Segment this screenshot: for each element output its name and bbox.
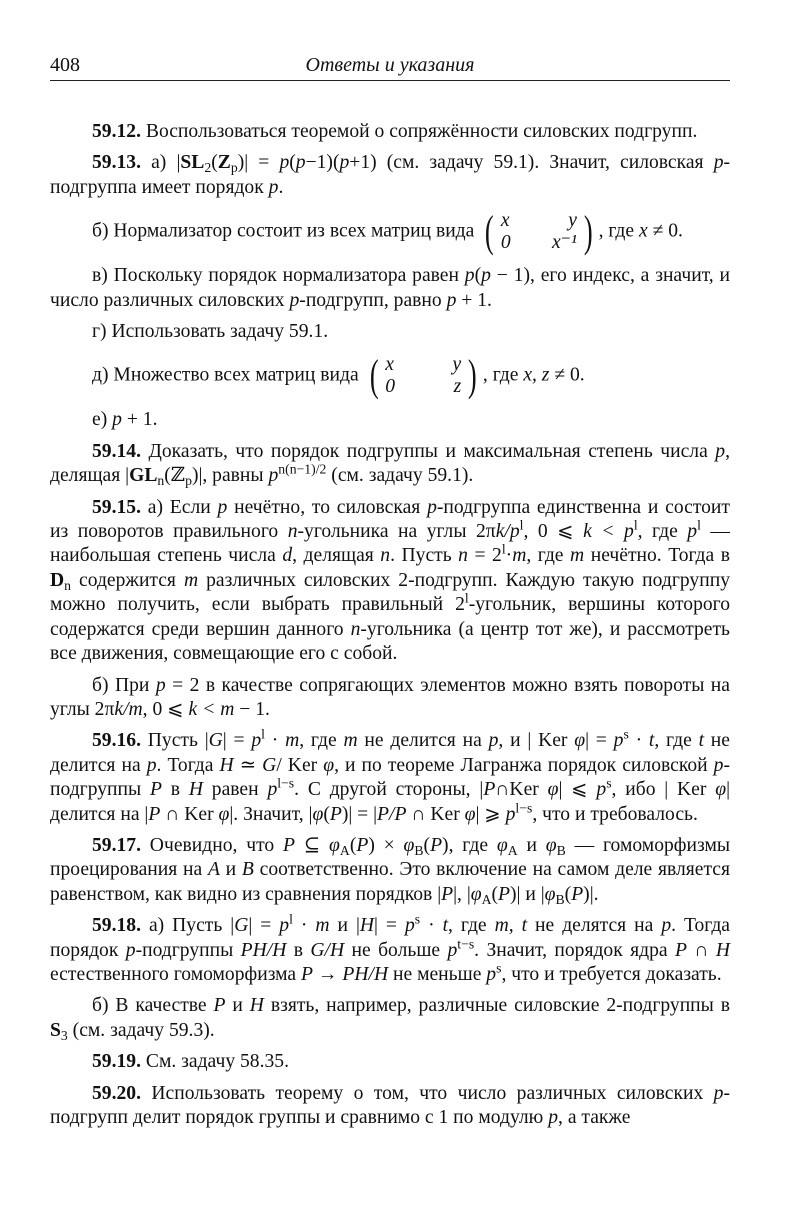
matrix-entry: 0 xyxy=(385,376,396,398)
text-segment: ∩Ker xyxy=(495,779,548,801)
text-segment: l xyxy=(633,517,638,533)
text-segment: а) Если xyxy=(140,496,218,518)
text-segment: n xyxy=(380,545,391,567)
text-segment: · xyxy=(420,915,443,937)
text-segment: H xyxy=(249,995,264,1017)
text-segment: нечётно, то силовская xyxy=(227,496,428,518)
text-segment: Очевидно, что xyxy=(140,834,283,856)
text-segment: p xyxy=(427,496,437,518)
problem-number: 59.12. xyxy=(92,121,141,142)
text-segment: D xyxy=(50,569,65,591)
text-segment: равен xyxy=(203,779,268,801)
text-segment: p xyxy=(268,176,279,198)
text-segment: , а также xyxy=(558,1107,631,1128)
text-segment: P xyxy=(148,803,161,825)
text-segment: | = xyxy=(222,730,252,752)
text-segment: а) Пусть | xyxy=(140,915,235,937)
text-segment: p xyxy=(267,779,278,801)
text-segment: l−s xyxy=(515,800,533,815)
text-segment: p xyxy=(446,289,457,311)
text-segment: B xyxy=(241,859,254,881)
text-segment: p xyxy=(713,1082,724,1104)
text-segment: n xyxy=(64,577,72,593)
text-segment: Воспользоваться теоремой о сопряжённости силовских подгрупп. xyxy=(140,121,698,142)
paragraph xyxy=(50,351,730,401)
text-segment: / Ker xyxy=(276,754,324,776)
text-segment: n xyxy=(350,618,361,640)
text-segment: t xyxy=(698,730,705,752)
text-segment: φ xyxy=(329,834,340,856)
text-segment: φ xyxy=(544,883,556,905)
text-segment: и xyxy=(225,995,250,1017)
text-segment: а) | xyxy=(140,152,181,174)
text-segment: , 0 ⩽ xyxy=(523,521,584,543)
text-segment: — наибольшая степень числа xyxy=(50,521,730,567)
text-segment: б) Нормализатор состоит из всех матриц вида xyxy=(92,220,480,242)
paragraph xyxy=(50,726,730,827)
text-segment: p xyxy=(279,152,290,174)
text-segment: . Тогда порядок xyxy=(50,915,730,961)
right-paren: ) xyxy=(468,351,477,401)
text-segment: t xyxy=(442,915,449,937)
text-segment: t−s xyxy=(457,936,475,952)
text-segment: ), где xyxy=(442,834,497,856)
text-segment: B xyxy=(555,891,565,907)
text-segment: n xyxy=(287,521,298,543)
paragraph xyxy=(50,151,730,200)
text-segment: P xyxy=(213,995,226,1017)
text-segment: p xyxy=(125,939,136,961)
text-segment: )|, равны xyxy=(191,465,269,487)
text-segment: Z xyxy=(217,152,231,174)
running-title: Ответы и указания xyxy=(305,54,475,76)
problem-number: 59.14. xyxy=(92,440,141,462)
text-segment: m xyxy=(183,569,199,591)
paragraph xyxy=(50,994,730,1043)
text-segment: n xyxy=(458,545,468,567)
text-segment: l−s xyxy=(277,775,295,791)
text-segment: )| = xyxy=(237,152,280,174)
text-segment: , делящая xyxy=(292,545,381,567)
paragraph xyxy=(50,408,730,432)
text-segment: естественного гомоморфизма xyxy=(50,963,302,985)
text-segment: φ xyxy=(403,834,415,856)
text-segment: P xyxy=(441,883,454,905)
matrix-entry: 0 xyxy=(500,232,511,254)
text-segment: различных силовских 2-подгрупп. Каждую такую подгруппу можно получить, если выбрать правильный 2 xyxy=(50,569,730,616)
text-segment: взять, например, различные силовские 2-подгруппы в xyxy=(263,995,730,1017)
text-segment: P xyxy=(301,963,313,985)
text-segment: , и | Ker xyxy=(498,730,575,752)
text-segment: -угольника (а центр тот же), и рассмотреть все движения, совмещающие его с собой. xyxy=(50,618,730,665)
text-segment: , где xyxy=(654,730,699,752)
text-segment: -угольника на углы 2π xyxy=(297,521,496,543)
text-segment: не больше xyxy=(344,939,448,961)
text-segment: n(n−1)/2 xyxy=(278,461,327,477)
text-segment: , где xyxy=(598,220,639,242)
text-segment: l xyxy=(519,517,524,533)
text-segment: A xyxy=(207,859,220,881)
matrix-entry: y xyxy=(568,210,577,232)
text-segment: p xyxy=(251,730,262,752)
text-segment: , ибо | Ker xyxy=(611,779,716,801)
text-segment: в xyxy=(161,779,189,801)
text-segment: | = xyxy=(248,915,280,937)
text-segment: φ xyxy=(323,754,335,776)
text-segment: , где xyxy=(299,730,344,752)
text-segment: l xyxy=(464,590,469,606)
text-segment: | делится на | xyxy=(50,779,730,825)
text-segment: A xyxy=(339,843,350,859)
text-segment: SL xyxy=(180,152,205,174)
text-segment: -подгрупп делит порядок группы и сравнимо с 1 по модулю xyxy=(50,1082,730,1128)
text-segment: B xyxy=(414,843,424,859)
text-segment: m xyxy=(570,545,585,567)
text-segment: m, t xyxy=(494,915,528,937)
text-segment: G xyxy=(208,730,223,752)
matrix-entry: y xyxy=(452,354,462,376)
paragraph xyxy=(50,1050,730,1074)
left-paren: ( xyxy=(485,207,494,257)
text-segment: · xyxy=(628,730,649,752)
text-segment: Пусть | xyxy=(140,730,209,752)
text-segment: l xyxy=(289,911,293,927)
text-segment: · xyxy=(505,545,513,567)
text-segment: )| = | xyxy=(341,803,378,825)
text-segment: φ xyxy=(470,883,482,905)
text-segment: , и по теореме Лагранжа порядок силовской xyxy=(334,754,714,776)
text-segment: ( xyxy=(349,834,357,856)
text-segment: ∩ Ker xyxy=(160,803,219,825)
text-segment: , что и требовалось. xyxy=(532,803,698,825)
text-segment: ∩ xyxy=(686,939,716,961)
text-segment: , где xyxy=(526,545,571,567)
text-segment: k/p xyxy=(495,521,520,543)
text-segment: p xyxy=(230,160,238,176)
text-segment: P xyxy=(283,834,295,856)
paragraph xyxy=(50,264,730,313)
text-segment: . С другой стороны, | xyxy=(294,779,484,801)
text-segment: p xyxy=(185,473,192,489)
text-segment: p xyxy=(146,754,157,776)
text-segment: ( xyxy=(323,803,330,825)
text-segment: Доказать, что порядок подгруппы и максимальная степень числа xyxy=(140,440,716,462)
text-segment: -подгруппа единственна и состоит из поворотов правильного xyxy=(50,496,730,543)
text-segment: ⊆ xyxy=(294,834,330,856)
text-segment: ≠ 0. xyxy=(549,364,585,386)
text-segment: k < p xyxy=(583,521,634,543)
text-segment: G/H xyxy=(310,939,345,961)
paragraph xyxy=(50,440,730,489)
text-segment: . Значит, порядок ядра xyxy=(474,939,675,961)
text-segment: + 1. xyxy=(456,289,492,311)
text-segment: p xyxy=(486,963,497,985)
text-segment: p xyxy=(279,915,290,937)
page-number: 408 xyxy=(50,54,80,76)
text-segment: +1) (см. задачу 59.1). Значит, силовская xyxy=(349,152,714,174)
text-segment: φ xyxy=(715,779,727,801)
text-segment: p xyxy=(505,803,516,825)
text-segment: + 1. xyxy=(121,409,158,431)
text-segment: д) Множество всех матриц вида xyxy=(92,364,364,386)
text-segment: P xyxy=(150,779,162,801)
text-segment: x, z xyxy=(523,364,550,386)
text-segment: = 2 xyxy=(467,545,502,567)
text-segment: = 2 в качестве сопрягающих элементов можно взять повороты на углы 2π xyxy=(50,674,730,720)
text-segment: S xyxy=(50,1019,61,1041)
text-segment: φ xyxy=(574,730,586,752)
text-segment: p xyxy=(339,152,350,174)
text-segment: φ xyxy=(545,834,557,856)
text-segment: p xyxy=(481,265,491,287)
text-segment: ∩ Ker xyxy=(406,803,465,825)
text-segment: · xyxy=(292,915,316,937)
text-segment: s xyxy=(496,960,502,976)
text-segment: t xyxy=(648,730,655,752)
paragraph xyxy=(50,834,730,907)
text-segment: B xyxy=(556,843,566,859)
text-segment: φ xyxy=(218,803,230,825)
text-segment: φ xyxy=(547,779,559,801)
text-segment: p xyxy=(464,265,475,287)
text-segment: , где xyxy=(637,521,688,543)
text-segment: (см. задачу 59.1). xyxy=(326,465,474,487)
text-segment: См. задачу 58.35. xyxy=(140,1051,289,1073)
right-paren: ) xyxy=(583,207,593,257)
text-segment: p xyxy=(289,289,300,311)
text-segment: не делится на xyxy=(357,730,489,752)
text-segment: p xyxy=(217,496,228,518)
text-segment: )| и | xyxy=(510,883,545,905)
problem-number: 59.19. xyxy=(92,1051,141,1073)
text-segment: P xyxy=(430,834,443,856)
text-segment: . Пусть xyxy=(390,545,459,567)
text-segment: г) Использовать задачу 59.1. xyxy=(92,321,329,343)
text-segment: PH/H xyxy=(342,963,389,985)
text-segment: не меньше xyxy=(388,963,487,985)
text-segment: ( xyxy=(491,883,499,905)
text-segment: φ xyxy=(464,803,476,825)
text-segment: |, | xyxy=(453,883,471,905)
text-segment: p xyxy=(687,521,698,543)
text-segment: , 0 ⩽ xyxy=(142,698,189,720)
text-segment: p xyxy=(155,674,166,696)
text-segment: ) × xyxy=(368,834,404,856)
text-segment: не делятся на xyxy=(527,915,662,937)
text-segment: P xyxy=(571,883,584,905)
text-segment: -подгруппы xyxy=(135,939,241,961)
problem-number: 59.17. xyxy=(92,834,141,856)
paragraph xyxy=(50,911,731,987)
paragraph xyxy=(50,1082,730,1131)
text-segment: − 1. xyxy=(234,698,270,720)
matrix xyxy=(482,207,595,257)
text-segment: −1)( xyxy=(305,152,340,174)
text-segment: ( xyxy=(423,834,431,856)
text-segment: P xyxy=(329,803,342,825)
text-segment: p xyxy=(613,730,624,752)
text-segment: p xyxy=(661,915,672,937)
text-segment: p xyxy=(404,915,415,937)
text-segment: ( xyxy=(289,152,296,174)
text-segment: . xyxy=(278,176,284,198)
text-segment: n xyxy=(157,473,165,489)
answers-text xyxy=(50,120,730,1137)
text-segment: соответственно. Это включение на самом деле является равенством, как видно из сравнения порядков | xyxy=(50,859,731,905)
paragraph xyxy=(50,120,730,144)
text-segment: → xyxy=(313,963,343,985)
text-segment: k/m xyxy=(114,698,143,720)
text-segment: | = xyxy=(374,915,405,937)
text-segment: нечётно. Тогда в xyxy=(584,545,730,567)
text-segment: , что и требуется доказать. xyxy=(501,963,722,985)
problem-number: 59.13. xyxy=(92,152,141,174)
text-segment: , где xyxy=(448,915,495,937)
text-segment: -подгруппы xyxy=(50,754,730,801)
text-segment: PH/H xyxy=(240,939,287,961)
text-segment: k < m xyxy=(188,698,235,720)
text-segment: |. Значит, | xyxy=(229,803,313,825)
text-segment: H xyxy=(359,915,375,937)
text-segment: p xyxy=(488,730,499,752)
text-segment: )|. xyxy=(583,883,599,905)
left-paren: ( xyxy=(369,351,379,401)
text-segment: (ℤ xyxy=(164,465,186,487)
text-segment: P xyxy=(674,939,687,961)
text-segment: p xyxy=(596,779,607,801)
text-segment: l xyxy=(697,517,701,533)
text-segment: − 1), его индекс, а значит, и число различных силовских xyxy=(50,265,730,311)
paragraph xyxy=(50,207,730,257)
text-segment: е) xyxy=(92,409,113,431)
problem-number: 59.20. xyxy=(92,1082,141,1104)
text-segment: | ⩽ xyxy=(558,779,597,801)
text-segment: s xyxy=(606,775,612,791)
text-segment: . Тогда xyxy=(156,754,220,776)
text-segment: p xyxy=(268,465,279,487)
text-segment: б) При xyxy=(92,674,156,696)
text-segment: 3 xyxy=(60,1027,68,1043)
paragraph xyxy=(50,674,730,723)
text-segment: и xyxy=(219,859,242,881)
problem-number: 59.18. xyxy=(92,915,141,937)
matrix xyxy=(367,351,480,401)
text-segment: Использовать теорему о том, что число различных силовских xyxy=(140,1082,714,1104)
text-segment: p xyxy=(713,754,724,776)
running-header xyxy=(50,54,730,81)
text-segment: ≠ 0. xyxy=(647,220,683,242)
text-segment: φ xyxy=(496,834,508,856)
text-segment: -угольник, вершины которого содержатся среди вершин данного xyxy=(50,594,731,640)
text-segment: (см. задачу 59.3). xyxy=(67,1019,215,1041)
text-segment: 2 xyxy=(204,160,212,176)
text-segment: -подгрупп, равно xyxy=(299,289,447,311)
text-segment: p xyxy=(112,409,122,431)
text-segment: P xyxy=(483,779,496,801)
text-segment: p xyxy=(713,152,724,174)
text-segment: | ⩾ xyxy=(475,803,506,825)
text-segment: в) Поскольку порядок нормализатора равен xyxy=(92,265,465,287)
text-segment: | = xyxy=(585,730,614,752)
text-segment: s xyxy=(623,726,629,742)
text-segment: m xyxy=(343,730,358,752)
matrix-entry: x xyxy=(500,210,510,232)
text-segment: и | xyxy=(329,915,360,937)
text-segment: m xyxy=(512,545,527,567)
paragraph xyxy=(50,320,730,344)
matrix-entry: z xyxy=(453,376,462,398)
text-segment: p xyxy=(447,939,458,961)
text-segment: l xyxy=(501,541,506,557)
text-segment: , где xyxy=(482,364,524,386)
text-segment: P/P xyxy=(377,803,407,825)
text-segment: · xyxy=(264,730,286,752)
text-segment: б) В качестве xyxy=(92,995,214,1017)
problem-number: 59.16. xyxy=(92,730,141,752)
text-segment: H xyxy=(188,779,203,801)
matrix-entry: x xyxy=(385,354,394,376)
text-segment: GL xyxy=(129,465,158,487)
text-segment: содержится xyxy=(71,569,184,591)
text-segment: φ xyxy=(312,803,324,825)
text-segment: не делится на xyxy=(50,730,730,776)
text-segment: ( xyxy=(564,883,572,905)
text-segment: и xyxy=(517,834,546,856)
matrix-entry: x⁻¹ xyxy=(551,232,577,254)
text-segment: , делящая | xyxy=(50,440,730,487)
text-segment: в xyxy=(286,939,311,961)
paragraph xyxy=(50,496,730,667)
text-segment: H ≃ G xyxy=(219,754,277,776)
text-segment: H xyxy=(715,939,731,961)
text-segment: m xyxy=(315,915,330,937)
text-segment: ( xyxy=(211,152,218,174)
text-segment: G xyxy=(234,915,249,937)
text-segment: P xyxy=(356,834,369,856)
text-segment: ( xyxy=(474,265,482,287)
text-segment: A xyxy=(481,891,492,907)
text-segment: s xyxy=(414,911,421,927)
text-segment: p xyxy=(548,1107,559,1128)
text-segment: p xyxy=(295,152,306,174)
text-segment: — гомоморфизмы проецирования на xyxy=(50,834,731,881)
text-segment: x xyxy=(638,220,648,242)
problem-number: 59.15. xyxy=(92,496,141,518)
text-segment: A xyxy=(507,843,518,859)
text-segment: l xyxy=(261,726,265,742)
text-segment: d xyxy=(282,545,293,567)
text-segment: -подгруппа имеет порядок xyxy=(50,152,731,198)
text-segment: P xyxy=(498,883,511,905)
text-segment: p xyxy=(715,440,726,462)
text-segment: m xyxy=(285,730,300,752)
